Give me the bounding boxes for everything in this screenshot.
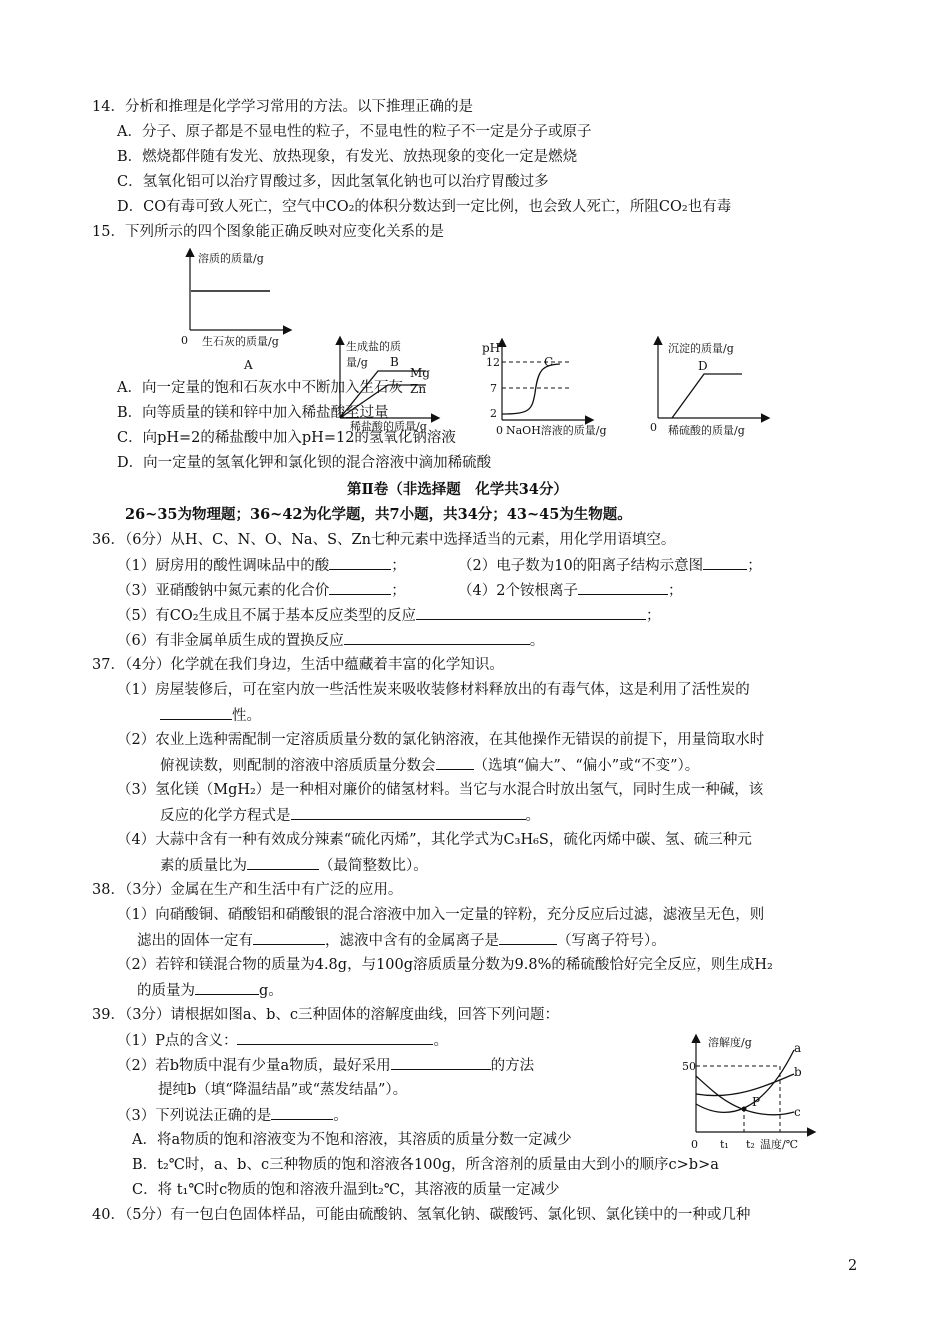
graph-b-mg-label: Mg [410, 366, 430, 380]
graph-c-origin: 0 [496, 424, 503, 437]
q14-option-c: C．氢氧化铝可以治疗胃酸过多，因此氢氧化钠也可以治疗胃酸过多 [117, 174, 549, 190]
graph-d-curve [672, 374, 742, 418]
page-number: 2 [848, 1258, 858, 1274]
q40-stem: 40．（5分）有一包白色固体样品，可能由硫酸钠、氢氧化钠、碳酸钙、氯化钡、氯化镁中的一种或几种 [92, 1207, 751, 1223]
graph-b-ylabel-unit: 量/g [346, 356, 368, 369]
q15-stem: 15．下列所示的四个图象能正确反映对应变化关系的是 [92, 224, 444, 240]
q14-option-a: A．分子、原子都是不显电性的粒子，不显电性的粒子不一定是分子或原子 [117, 124, 592, 140]
graph-c-ylabel: pH [482, 341, 501, 355]
q36-part-5: （5）有CO₂生成且不属于基本反应类型的反应 ； [117, 605, 661, 626]
q38-stem: 38．（3分）金属在生产和生活中有广泛的应用。 [92, 882, 403, 898]
graph-d-tag: D [698, 359, 708, 373]
q36-part-6: （6）有非金属单质生成的置换反应 。 [117, 630, 544, 651]
q39-option-a: A．将a物质的饱和溶液变为不饱和溶液，其溶质的质量分数一定减少 [132, 1132, 572, 1148]
graph-d-origin: 0 [650, 421, 657, 434]
q39-option-b: B．t₂℃时，a、b、c三种物质的饱和溶液各100g，所含溶剂的质量由大到小的顺序c>b>a [132, 1157, 719, 1173]
q15-option-d: D．向一定量的氢氧化钾和氯化钡的混合溶液中滴加稀硫酸 [117, 455, 492, 471]
solubility-t2: t₂ [746, 1138, 755, 1151]
graph-b-tag: B [390, 355, 399, 369]
solubility-curve-b [696, 1074, 794, 1096]
q39-part-1: （1）P点的含义： 。 [117, 1030, 448, 1051]
q38-part-2: （2）若锌和镁混合物的质量为4.8g，与100g溶质质量分数为9.8%的稀硫酸恰好完全反应，则生成H₂ [117, 957, 773, 973]
solubility-point-p [742, 1107, 747, 1112]
q39-part-3: （3）下列说法正确的是 。 [117, 1105, 348, 1126]
q14-option-b: B．燃烧都伴随有发光、放热现象，有发光、放热现象的变化一定是燃烧 [117, 149, 578, 165]
q14-stem: 14．分析和推理是化学学习常用的方法。以下推理正确的是 [92, 99, 473, 115]
q37-part-4-blank: 素的质量比为 （最简整数比）。 [160, 855, 428, 876]
graph-b-ylabel: 生成盐的质 [346, 340, 401, 353]
graph-c-tick-2: 2 [490, 407, 497, 420]
q36-part-1: （1）厨房用的酸性调味品中的酸 ； [117, 555, 406, 576]
graph-b-xlabel: 稀盐酸的质量/g [350, 420, 427, 433]
solubility-graph [682, 1032, 822, 1158]
q36-part-2: （2）电子数为10的阳离子结构示意图 ； [458, 555, 762, 576]
section-title: 第Ⅱ卷（非选择题 化学共34分） [347, 481, 568, 498]
q37-part-2-blank: 俯视读数，则配制的溶液中溶质质量分数会 （选填“偏大”、“偏小”或“不变”）。 [160, 755, 699, 776]
q39-part-2: （2）若b物质中混有少量a物质，最好采用 的方法 [117, 1055, 534, 1076]
q36-part-3: （3）亚硝酸钠中氮元素的化合价 ； [117, 580, 406, 601]
graph-a-origin: 0 [181, 334, 188, 347]
graph-d [646, 336, 776, 441]
solubility-label-p: P [752, 1095, 761, 1109]
graph-b-zn-label: Zn [410, 382, 427, 396]
graph-d-ylabel: 沉淀的质量/g [668, 342, 734, 355]
solubility-label-c: c [794, 1105, 801, 1119]
graph-c-curve [502, 364, 560, 414]
q38-part-1-blank: 滤出的固体一定有 ，滤液中含有的金属离子是 （写离子符号）。 [137, 930, 666, 951]
solubility-xlabel: 温度/℃ [760, 1138, 799, 1151]
graph-a [178, 248, 308, 373]
solubility-ylabel: 溶解度/g [708, 1036, 752, 1049]
solubility-t1: t₁ [720, 1138, 729, 1151]
graph-d-xlabel: 稀硫酸的质量/g [668, 424, 745, 437]
solubility-curve-a [696, 1050, 794, 1112]
graph-c-tag: C [544, 355, 554, 369]
graph-c [480, 338, 620, 438]
q15-option-a: A．向一定量的饱和石灰水中不断加入生石灰 [117, 380, 403, 396]
q37-part-3-blank: 反应的化学方程式是 。 [160, 805, 540, 826]
q36-stem: 36．（6分）从H、C、N、O、Na、S、Zn七种元素中选择适当的元素，用化学用语填空。 [92, 532, 676, 548]
q38-part-2-blank: 的质量为 g。 [137, 980, 283, 1001]
q38-part-1: （1）向硝酸铜、硝酸铝和硝酸银的混合溶液中加入一定量的锌粉，充分反应后过滤，滤液呈无色，则 [117, 907, 765, 923]
solubility-label-a: a [794, 1041, 802, 1055]
solubility-label-b: b [794, 1065, 802, 1079]
q37-part-2: （2）农业上选种需配制一定溶质质量分数的氯化钠溶液，在其他操作无错误的前提下，用量筒取水时 [117, 732, 765, 748]
graph-a-ylabel: 溶质的质量/g [198, 252, 264, 265]
q14-option-d: D．CO有毒可致人死亡，空气中CO₂的体积分数达到一定比例，也会致人死亡，所阻CO₂也有毒 [117, 199, 732, 215]
graph-a-tag: A [244, 358, 253, 372]
graph-c-tick-7: 7 [490, 382, 497, 395]
graph-c-tick-12: 12 [486, 356, 500, 369]
graph-c-xlabel: NaOH溶液的质量/g [506, 424, 607, 437]
solubility-tick-50: 50 [682, 1060, 696, 1073]
q15-option-c: C．向pH=2的稀盐酸中加入pH=12的氢氧化钠溶液 [117, 430, 456, 446]
q37-stem: 37．（4分）化学就在我们身边，生活中蕴藏着丰富的化学知识。 [92, 657, 504, 673]
q37-part-3: （3）氢化镁（MgH₂）是一种相对廉价的储氢材料。当它与水混合时放出氢气，同时生成一种碱，该 [117, 782, 764, 798]
solubility-origin: 0 [691, 1138, 698, 1151]
q36-part-4: （4）2个铵根离子 ； [458, 580, 682, 601]
q37-part-4: （4）大蒜中含有一种有效成分辣素“硫化丙烯”，其化学式为C₃H₆S，硫化丙烯中碳、氢、硫三种元 [117, 832, 752, 848]
q39-stem: 39．（3分）请根据如图a、b、c三种固体的溶解度曲线，回答下列问题： [92, 1007, 559, 1023]
q39-option-c: C．将 t₁℃时c物质的饱和溶液升温到t₂℃，其溶液的质量一定减少 [132, 1182, 560, 1198]
graph-a-xlabel: 生石灰的质量/g [202, 335, 279, 348]
section-note: 26~35为物理题；36~42为化学题，共7小题，共34分；43~45为生物题。 [125, 506, 632, 523]
q37-part-1: （1）房屋装修后，可在室内放一些活性炭来吸收装修材料释放出的有毒气体，这是利用了活性炭的 [117, 682, 750, 698]
q15-option-b: B．向等质量的镁和锌中加入稀盐酸至过量 [117, 405, 389, 421]
q39-part-2-cont: 提纯b（填“降温结晶”或“蒸发结晶”）。 [158, 1082, 408, 1098]
q37-part-1-blank: 性。 [160, 705, 261, 726]
